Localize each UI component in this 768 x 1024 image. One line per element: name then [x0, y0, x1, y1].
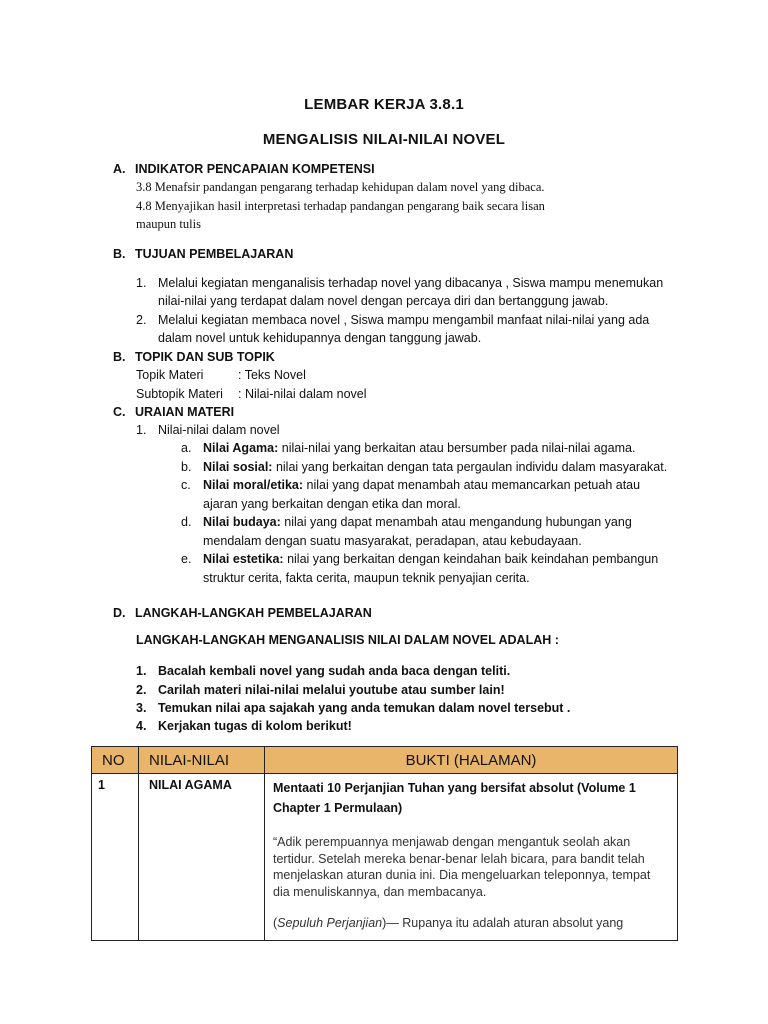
step-text: Temukan nilai apa sajakah yang anda temukan dalam novel tersebut . [158, 701, 571, 715]
objective-line: Melalui kegiatan membaca novel , Siswa mampu mengambil manfaat nilai-nilai yang ada [158, 313, 650, 327]
section-a-heading [113, 162, 375, 176]
list-letter: c. [181, 478, 191, 492]
objective-line: dalam novel untuk kehidupannya dengan tanggung jawab. [158, 331, 482, 345]
value-term: Nilai Agama: [203, 441, 279, 455]
evidence-heading: Mentaati 10 Perjanjian Tuhan yang bersifat absolut (Volume 1 Chapter 1 Permulaan) [273, 781, 636, 815]
value-definition [203, 460, 667, 474]
value-text: nilai yang dapat menambah atau mengandung hubungan yang [280, 515, 632, 529]
step-text: Carilah materi nilai-nilai melalui youtube atau sumber lain! [158, 683, 505, 697]
values-table [91, 746, 678, 941]
quote-rest: )— Rupanya itu adalah aturan absolut yang [382, 916, 624, 930]
section-heading-text: LANGKAH-LANGKAH PEMBELAJARAN [135, 606, 372, 620]
subtopic-value: : Nilai-nilai dalam novel [238, 387, 367, 401]
row-number: 1 [92, 774, 139, 941]
section-heading-text: URAIAN MATERI [135, 405, 235, 419]
objective-line: Melalui kegiatan menganalisis terhadap novel yang dibacanya , Siswa mampu menemukan [158, 276, 664, 290]
evidence-quote-cont [273, 916, 669, 930]
value-text: nilai yang dapat menambah atau memancarkan petuah atau [303, 478, 641, 492]
section-letter: A. [113, 162, 126, 176]
value-definition [203, 552, 658, 566]
subtopic-label: Subtopik Materi [136, 387, 223, 401]
list-number: 1. [136, 423, 147, 437]
list-number: 2. [136, 683, 147, 697]
section-heading-text: TUJUAN PEMBELAJARAN [135, 247, 294, 261]
value-term: Nilai moral/etika: [203, 478, 304, 492]
header-no: NO [92, 747, 139, 774]
quote-italic: Sepuluh Perjanjian [277, 916, 383, 930]
page-title: LEMBAR KERJA 3.8.1 [304, 96, 464, 113]
section-d-heading [113, 606, 372, 620]
step-text: Bacalah kembali novel yang sudah anda baca dengan teliti. [158, 664, 511, 678]
list-number: 4. [136, 719, 147, 733]
section-letter: D. [113, 606, 126, 620]
row-evidence [265, 774, 678, 941]
value-text: nilai-nilai yang berkaitan atau bersumber pada nilai-nilai agama. [278, 441, 636, 455]
section-c-heading [113, 405, 234, 419]
value-text: nilai yang berkaitan dengan tata pergaulan individu dalam masyarakat. [272, 460, 668, 474]
section-heading-text: INDIKATOR PENCAPAIAN KOMPETENSI [135, 162, 375, 176]
list-number: 2. [136, 313, 147, 327]
list-number: 1. [136, 276, 147, 290]
steps-intro: LANGKAH-LANGKAH MENGANALISIS NILAI DALAM NOVEL ADALAH : [136, 633, 559, 647]
value-text-cont: struktur cerita, fakta cerita, maupun teknik penyajian cerita. [203, 571, 530, 585]
value-definition [203, 441, 635, 455]
header-evidence: BUKTI (HALAMAN) [265, 747, 678, 774]
value-term: Nilai estetika: [203, 552, 284, 566]
indicator-item: maupun tulis [136, 217, 201, 231]
material-subheading: Nilai-nilai dalam novel [158, 423, 280, 437]
value-text-cont: ajaran yang berkaitan dengan etika dan moral. [203, 497, 461, 511]
section-heading-text: TOPIK DAN SUB TOPIK [135, 350, 275, 364]
step-text: Kerjakan tugas di kolom berikut! [158, 719, 352, 733]
value-text-cont: mendalam dengan suatu masyarakat, peradapan, atau kebudayaan. [203, 534, 582, 548]
section-b2-heading [113, 350, 275, 364]
value-term: Nilai sosial: [203, 460, 273, 474]
value-definition [203, 515, 632, 529]
list-letter: e. [181, 552, 192, 566]
list-number: 1. [136, 664, 147, 678]
list-letter: b. [181, 460, 192, 474]
indicator-item: 3.8 Menafsir pandangan pengarang terhadap kehidupan dalam novel yang dibaca. [136, 180, 545, 194]
section-letter: C. [113, 405, 126, 419]
quote-paren: ( [273, 916, 278, 930]
section-letter: B. [113, 350, 126, 364]
value-term: Nilai budaya: [203, 515, 281, 529]
section-b-heading [113, 247, 293, 261]
value-text: nilai yang berkaitan dengan keindahan baik keindahan pembangun [283, 552, 659, 566]
section-letter: B. [113, 247, 126, 261]
list-number: 3. [136, 701, 147, 715]
indicator-item: 4.8 Menyajikan hasil interpretasi terhadap pandangan pengarang baik secara lisan [136, 199, 545, 213]
topic-label: Topik Materi [136, 368, 204, 382]
evidence-quote: “Adik perempuannya menjawab dengan mengantuk seolah akan tertidur. Setelah mereka benar-benar lelah bicara, para bandit telah menjelaskan aturan dunia ini. Dia mengeluarkan teleponnya, tempat dia menuliskannya, dan membacanya. [273, 835, 651, 899]
table-header-row [92, 747, 678, 774]
header-values: NILAI-NILAI [139, 747, 265, 774]
objective-line: nilai-nilai yang terdapat dalam novel dengan percaya diri dan bertanggung jawab. [158, 294, 609, 308]
list-letter: a. [181, 441, 192, 455]
page-subtitle: MENGALISIS NILAI-NILAI NOVEL [262, 131, 506, 148]
topic-value: : Teks Novel [238, 368, 306, 382]
table-row [92, 774, 678, 941]
list-letter: d. [181, 515, 192, 529]
value-definition [203, 478, 640, 492]
row-value: NILAI AGAMA [139, 774, 265, 941]
